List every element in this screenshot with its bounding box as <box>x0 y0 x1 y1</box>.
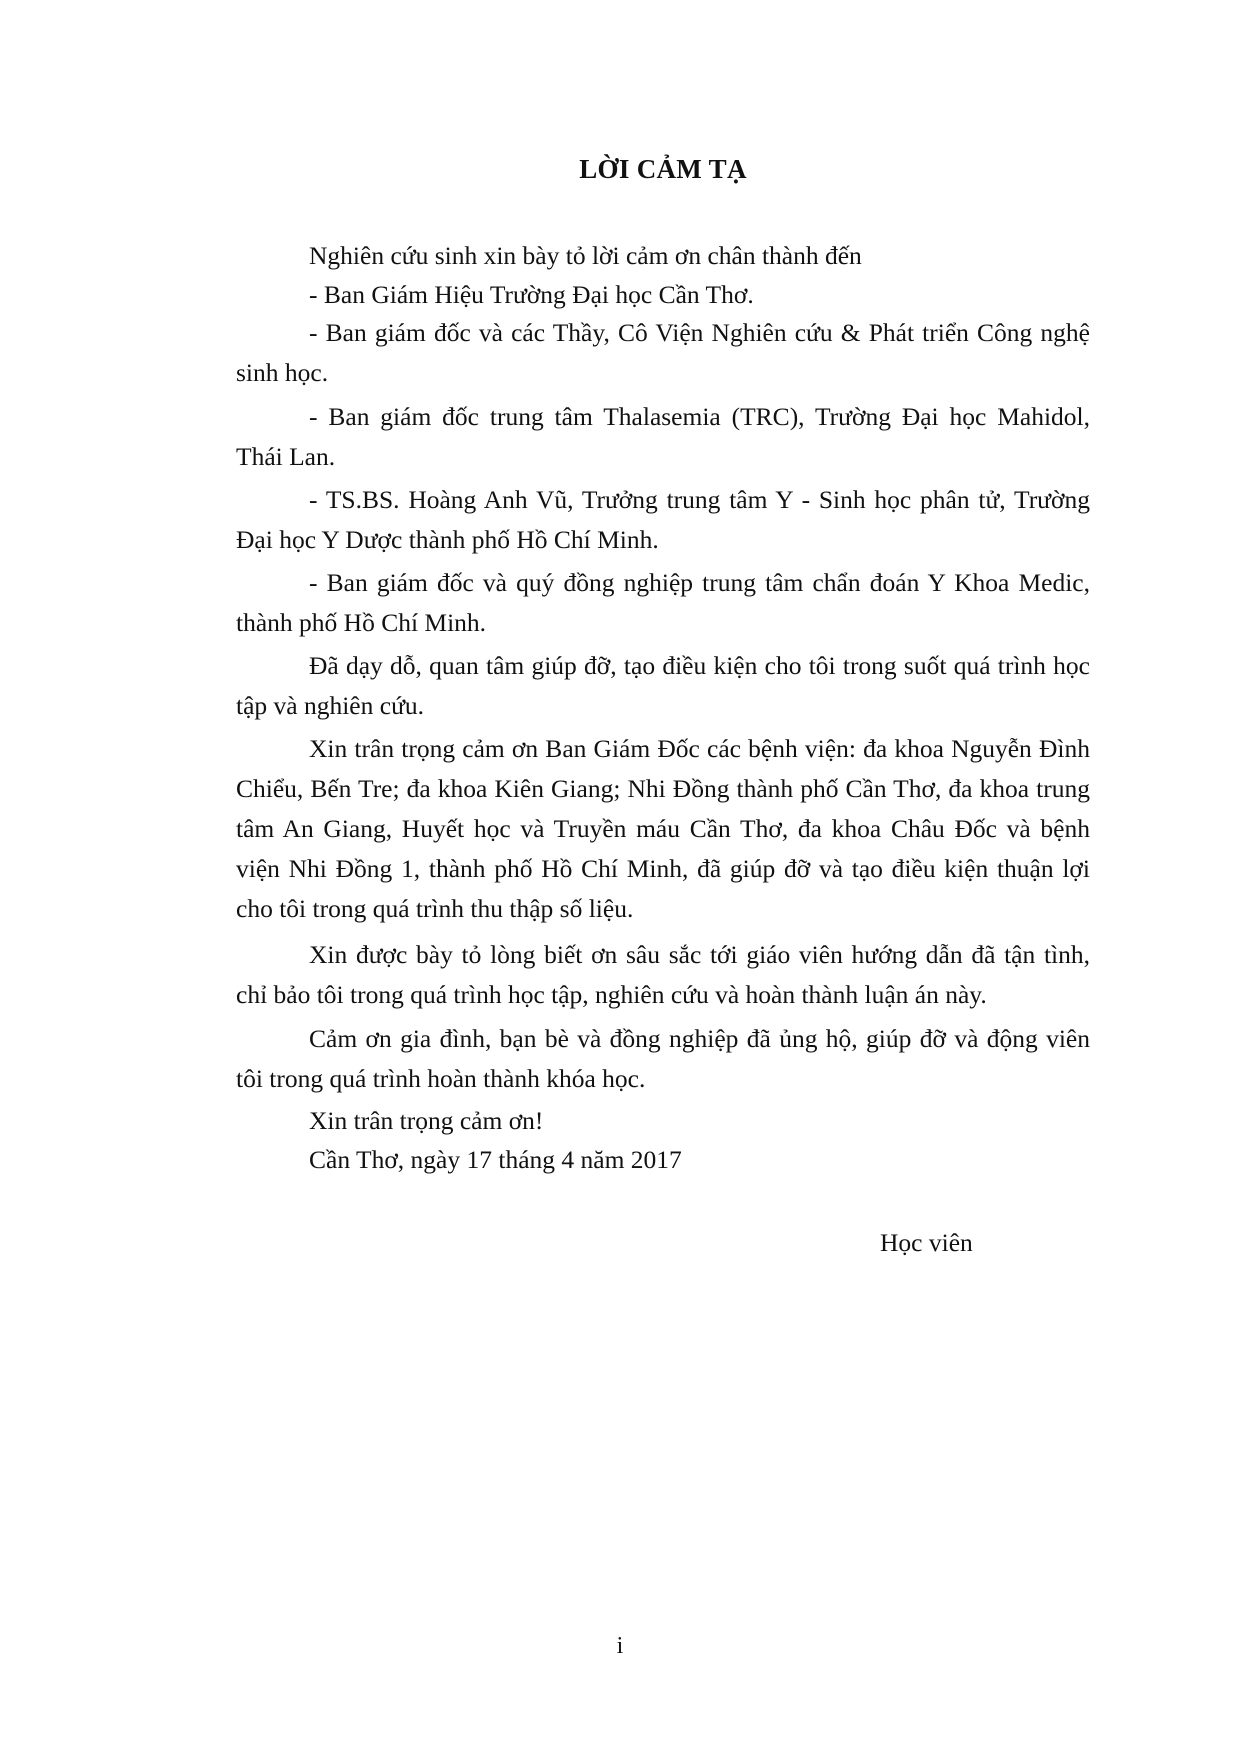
acknowledgement-item: - Ban giám đốc và các Thầy, Cô Viện Nghiên cứu & Phát triển Công nghệ sinh học. <box>236 318 1090 387</box>
place-date: Cần Thơ, ngày 17 tháng 4 năm 2017 <box>309 1145 682 1174</box>
family-paragraph: Cảm ơn gia đình, bạn bè và đồng nghiệp đã ủng hộ, giúp đỡ và động viên tôi trong quá trình hoàn thành khóa học. <box>236 1024 1090 1093</box>
support-paragraph: Đã dạy dỗ, quan tâm giúp đỡ, tạo điều kiện cho tôi trong suốt quá trình học tập và nghiên cứu. <box>236 651 1090 720</box>
page-number: i <box>616 1633 624 1659</box>
closing-thanks: Xin trân trọng cảm ơn! <box>309 1106 544 1135</box>
hospitals-paragraph: Xin trân trọng cảm ơn Ban Giám Đốc các bệnh viện: đa khoa Nguyễn Đình Chiểu, Bến Tre; đa khoa Kiên Giang; Nhi Đồng thành phố Cần Thơ, đa khoa trung tâm An Giang, Huyết học và Truyền máu Cần Thơ, đa khoa Châu Đốc và bệnh viện Nhi Đồng 1, thành phố Hồ Chí Minh, đã giúp đỡ và tạo điều kiện thuận lợi cho tôi trong quá trình thu thập số liệu. <box>236 734 1090 923</box>
acknowledgement-item: - TS.BS. Hoàng Anh Vũ, Trưởng trung tâm Y - Sinh học phân tử, Trường Đại học Y Dược thành phố Hồ Chí Minh. <box>236 485 1090 554</box>
acknowledgement-item: - Ban Giám Hiệu Trường Đại học Cần Thơ. <box>309 280 754 309</box>
signer-label: Học viên <box>880 1228 973 1257</box>
acknowledgement-item: - Ban giám đốc trung tâm Thalasemia (TRC), Trường Đại học Mahidol, Thái Lan. <box>236 402 1090 471</box>
page-title: LỜI CẢM TẠ <box>579 154 747 184</box>
intro-paragraph: Nghiên cứu sinh xin bày tỏ lời cảm ơn chân thành đến <box>309 241 862 270</box>
supervisor-paragraph: Xin được bày tỏ lòng biết ơn sâu sắc tới giáo viên hướng dẫn đã tận tình, chỉ bảo tôi trong quá trình học tập, nghiên cứu và hoàn thành luận án này. <box>236 940 1090 1009</box>
acknowledgement-item: - Ban giám đốc và quý đồng nghiệp trung tâm chẩn đoán Y Khoa Medic, thành phố Hồ Chí Minh. <box>236 568 1090 637</box>
